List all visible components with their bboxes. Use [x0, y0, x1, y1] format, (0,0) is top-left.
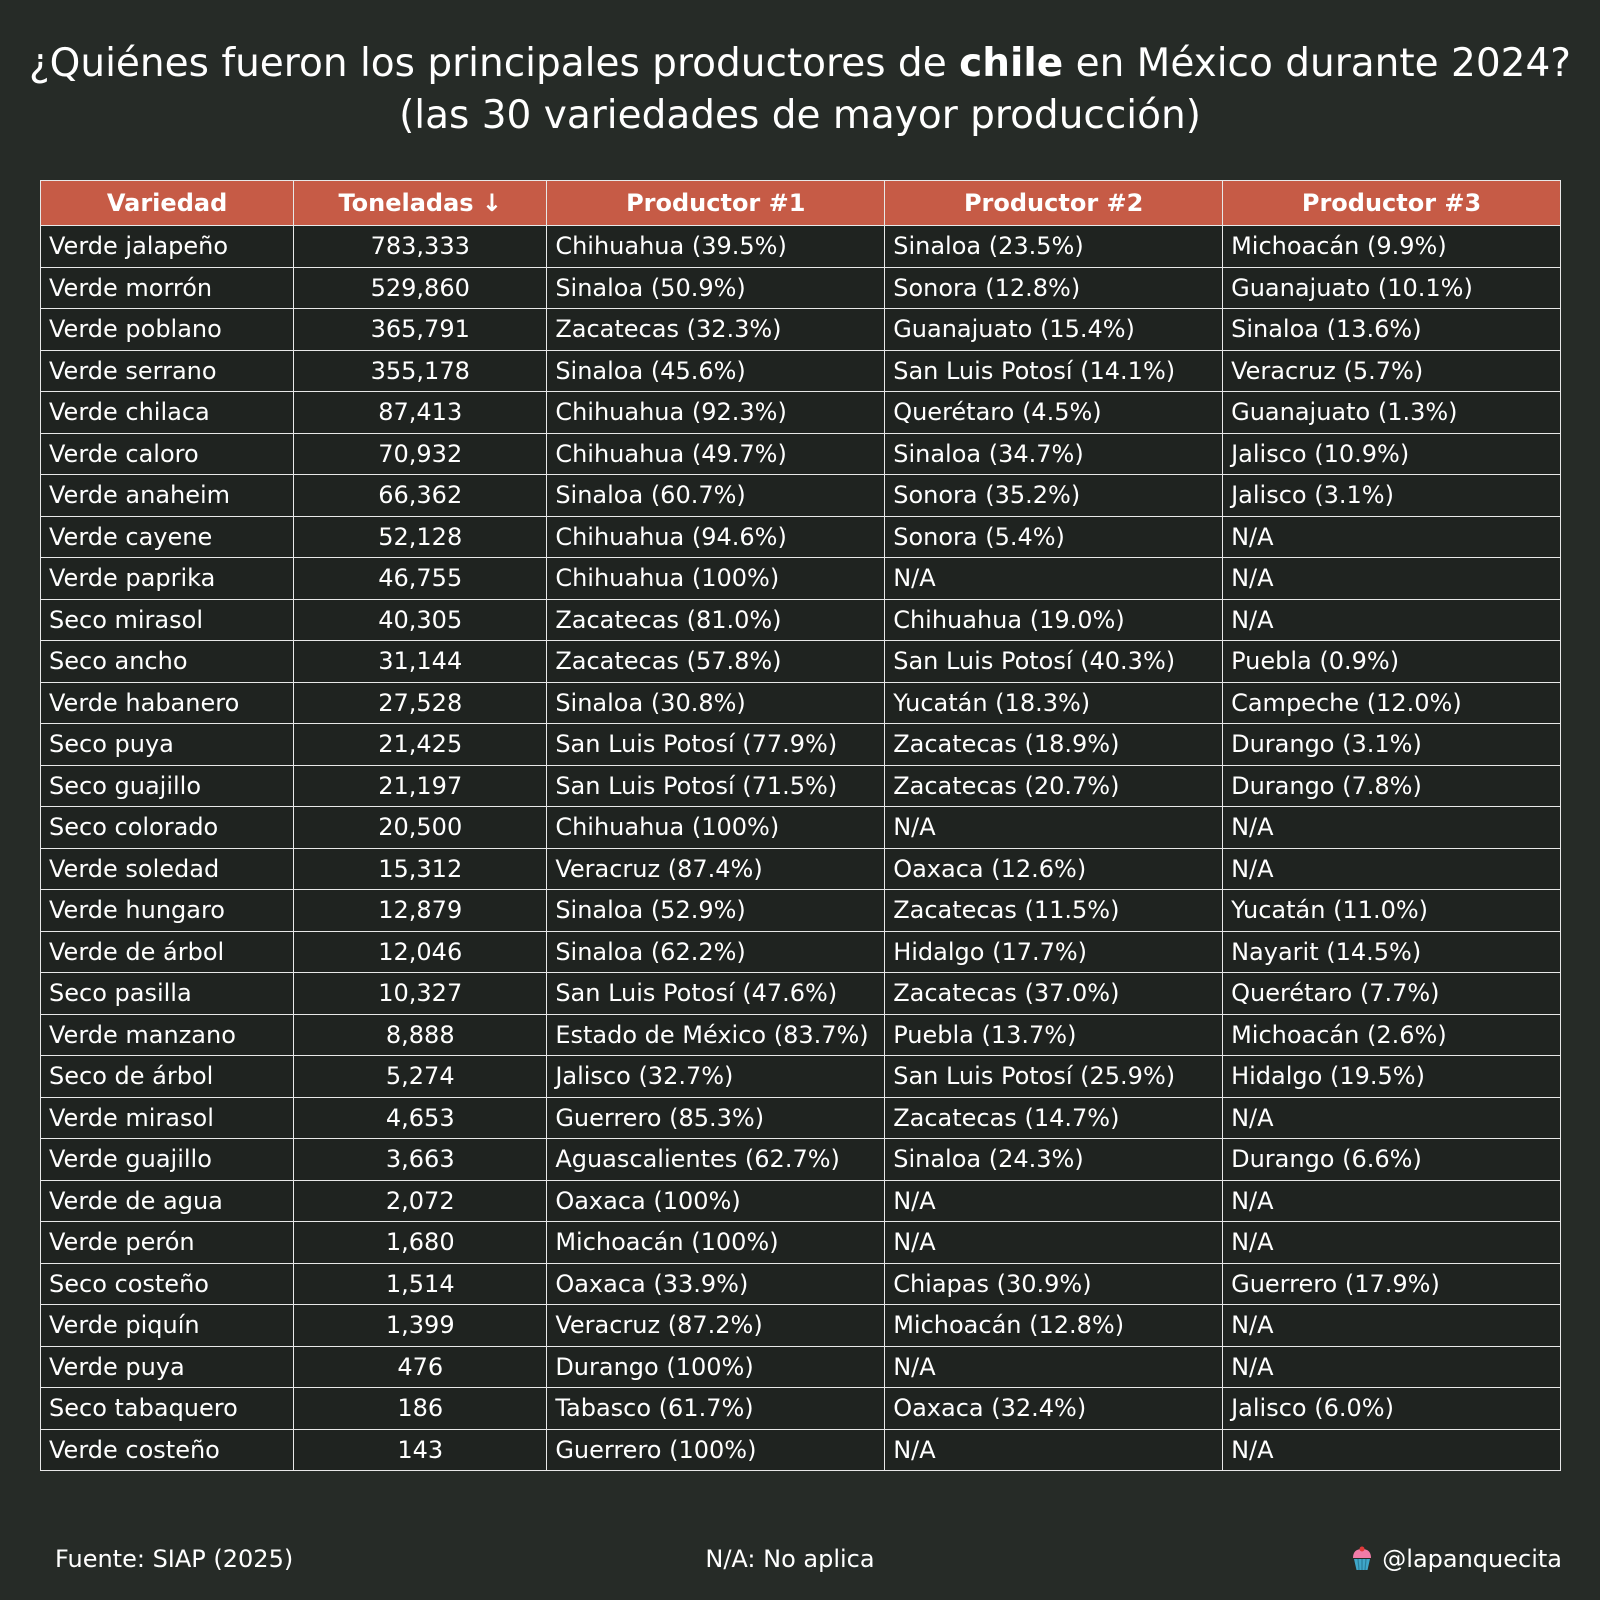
cell-variedad: Seco pasilla	[41, 973, 294, 1015]
cell-productor-1: Tabasco (61.7%)	[547, 1388, 885, 1430]
cell-productor-1: Sinaloa (30.8%)	[547, 682, 885, 724]
header-productor-1[interactable]: Productor #1	[547, 181, 885, 226]
cell-toneladas: 21,197	[294, 765, 547, 807]
cell-productor-2: Sonora (12.8%)	[885, 267, 1223, 309]
table-row	[41, 1014, 1561, 1056]
cell-productor-1: Michoacán (100%)	[547, 1222, 885, 1264]
cell-productor-2: San Luis Potosí (25.9%)	[885, 1056, 1223, 1098]
cell-productor-3: N/A	[1223, 1097, 1561, 1139]
table-row	[41, 1139, 1561, 1181]
table-row	[41, 1097, 1561, 1139]
cell-variedad: Seco mirasol	[41, 599, 294, 641]
cell-toneladas: 66,362	[294, 475, 547, 517]
cell-productor-1: Aguascalientes (62.7%)	[547, 1139, 885, 1181]
cell-variedad: Verde de agua	[41, 1180, 294, 1222]
cell-toneladas: 20,500	[294, 807, 547, 849]
cell-variedad: Seco costeño	[41, 1263, 294, 1305]
cell-productor-3: N/A	[1223, 1180, 1561, 1222]
cell-productor-3: Sinaloa (13.6%)	[1223, 309, 1561, 351]
table-row	[41, 1346, 1561, 1388]
table-row	[41, 433, 1561, 475]
cell-productor-2: N/A	[885, 1346, 1223, 1388]
cell-productor-3: N/A	[1223, 516, 1561, 558]
cell-productor-1: Sinaloa (60.7%)	[547, 475, 885, 517]
cell-productor-2: Puebla (13.7%)	[885, 1014, 1223, 1056]
cell-toneladas: 529,860	[294, 267, 547, 309]
cell-productor-3: N/A	[1223, 599, 1561, 641]
table-row	[41, 392, 1561, 434]
table-row	[41, 1180, 1561, 1222]
cell-productor-1: Chihuahua (49.7%)	[547, 433, 885, 475]
cell-variedad: Verde serrano	[41, 350, 294, 392]
table-row	[41, 724, 1561, 766]
cell-productor-3: N/A	[1223, 807, 1561, 849]
table-row	[41, 848, 1561, 890]
cell-toneladas: 783,333	[294, 226, 547, 268]
cell-productor-1: Jalisco (32.7%)	[547, 1056, 885, 1098]
cell-productor-3: N/A	[1223, 1305, 1561, 1347]
cell-productor-3: Guanajuato (1.3%)	[1223, 392, 1561, 434]
cell-productor-1: Guerrero (100%)	[547, 1429, 885, 1471]
cell-productor-2: Sonora (5.4%)	[885, 516, 1223, 558]
cell-productor-1: Sinaloa (50.9%)	[547, 267, 885, 309]
table-body	[41, 226, 1561, 1471]
cell-variedad: Verde piquín	[41, 1305, 294, 1347]
cell-toneladas: 46,755	[294, 558, 547, 600]
cell-productor-2: San Luis Potosí (14.1%)	[885, 350, 1223, 392]
table-row	[41, 599, 1561, 641]
cell-productor-2: Sonora (35.2%)	[885, 475, 1223, 517]
cell-productor-1: Oaxaca (100%)	[547, 1180, 885, 1222]
cell-productor-3: Querétaro (7.7%)	[1223, 973, 1561, 1015]
cell-productor-2: Chiapas (30.9%)	[885, 1263, 1223, 1305]
cell-productor-2: N/A	[885, 1180, 1223, 1222]
table-header-row	[41, 181, 1561, 226]
cell-toneladas: 12,879	[294, 890, 547, 932]
chart-title	[0, 38, 1600, 142]
cell-productor-1: Chihuahua (94.6%)	[547, 516, 885, 558]
cell-productor-2: N/A	[885, 558, 1223, 600]
table-row	[41, 309, 1561, 351]
cell-productor-1: Zacatecas (32.3%)	[547, 309, 885, 351]
cell-variedad: Verde jalapeño	[41, 226, 294, 268]
cell-productor-3: Jalisco (10.9%)	[1223, 433, 1561, 475]
cell-toneladas: 476	[294, 1346, 547, 1388]
table-row	[41, 890, 1561, 932]
header-variedad[interactable]: Variedad	[41, 181, 294, 226]
cell-productor-3: Jalisco (3.1%)	[1223, 475, 1561, 517]
cell-variedad: Verde perón	[41, 1222, 294, 1264]
cell-variedad: Verde poblano	[41, 309, 294, 351]
cell-toneladas: 40,305	[294, 599, 547, 641]
source-note: Fuente: SIAP (2025)	[55, 1545, 294, 1573]
title-pre: ¿Quiénes fueron los principales productores de	[28, 41, 960, 86]
cell-productor-1: Zacatecas (57.8%)	[547, 641, 885, 683]
cell-productor-3: N/A	[1223, 1429, 1561, 1471]
cell-productor-2: Sinaloa (24.3%)	[885, 1139, 1223, 1181]
table-row	[41, 807, 1561, 849]
title-line-1	[0, 38, 1600, 90]
cell-toneladas: 12,046	[294, 931, 547, 973]
table-row	[41, 267, 1561, 309]
table-row	[41, 1222, 1561, 1264]
cell-productor-1: Estado de México (83.7%)	[547, 1014, 885, 1056]
handle-text: @lapanquecita	[1382, 1545, 1562, 1573]
cell-productor-1: Chihuahua (100%)	[547, 807, 885, 849]
cell-productor-1: San Luis Potosí (77.9%)	[547, 724, 885, 766]
cell-toneladas: 143	[294, 1429, 547, 1471]
cell-productor-3: Guanajuato (10.1%)	[1223, 267, 1561, 309]
cell-productor-3: Durango (7.8%)	[1223, 765, 1561, 807]
cell-variedad: Verde morrón	[41, 267, 294, 309]
cell-productor-2: N/A	[885, 1429, 1223, 1471]
header-toneladas[interactable]: Toneladas ↓	[294, 181, 547, 226]
cell-variedad: Seco ancho	[41, 641, 294, 683]
cell-variedad: Verde habanero	[41, 682, 294, 724]
cell-variedad: Seco tabaquero	[41, 1388, 294, 1430]
cell-variedad: Verde anaheim	[41, 475, 294, 517]
cell-variedad: Verde puya	[41, 1346, 294, 1388]
cell-productor-3: Michoacán (2.6%)	[1223, 1014, 1561, 1056]
cell-toneladas: 355,178	[294, 350, 547, 392]
cell-toneladas: 21,425	[294, 724, 547, 766]
table-row	[41, 226, 1561, 268]
cell-toneladas: 52,128	[294, 516, 547, 558]
cell-variedad: Verde hungaro	[41, 890, 294, 932]
cell-productor-3: Puebla (0.9%)	[1223, 641, 1561, 683]
table-row	[41, 765, 1561, 807]
cell-productor-2: Querétaro (4.5%)	[885, 392, 1223, 434]
cell-toneladas: 1,514	[294, 1263, 547, 1305]
table-row	[41, 973, 1561, 1015]
table-row	[41, 558, 1561, 600]
cell-toneladas: 10,327	[294, 973, 547, 1015]
cell-productor-3: N/A	[1223, 1222, 1561, 1264]
cell-productor-2: Zacatecas (11.5%)	[885, 890, 1223, 932]
header-productor-2[interactable]: Productor #2	[885, 181, 1223, 226]
cell-toneladas: 5,274	[294, 1056, 547, 1098]
cell-productor-2: N/A	[885, 807, 1223, 849]
cell-productor-2: Zacatecas (20.7%)	[885, 765, 1223, 807]
cell-productor-3: N/A	[1223, 848, 1561, 890]
cell-productor-1: Durango (100%)	[547, 1346, 885, 1388]
cell-productor-3: Durango (3.1%)	[1223, 724, 1561, 766]
cell-toneladas: 8,888	[294, 1014, 547, 1056]
table-row	[41, 931, 1561, 973]
cell-productor-3: Jalisco (6.0%)	[1223, 1388, 1561, 1430]
cell-variedad: Verde costeño	[41, 1429, 294, 1471]
cell-variedad: Verde chilaca	[41, 392, 294, 434]
title-line-2: (las 30 variedades de mayor producción)	[399, 93, 1201, 138]
cell-variedad: Seco guajillo	[41, 765, 294, 807]
cell-productor-2: Oaxaca (12.6%)	[885, 848, 1223, 890]
cell-productor-1: Veracruz (87.2%)	[547, 1305, 885, 1347]
cupcake-icon	[1350, 1546, 1374, 1572]
table-row	[41, 1263, 1561, 1305]
cell-variedad: Verde paprika	[41, 558, 294, 600]
cell-productor-2: Hidalgo (17.7%)	[885, 931, 1223, 973]
cell-productor-2: San Luis Potosí (40.3%)	[885, 641, 1223, 683]
cell-productor-3: Durango (6.6%)	[1223, 1139, 1561, 1181]
cell-variedad: Verde soledad	[41, 848, 294, 890]
cell-productor-3: Campeche (12.0%)	[1223, 682, 1561, 724]
cell-variedad: Seco puya	[41, 724, 294, 766]
cell-productor-1: San Luis Potosí (71.5%)	[547, 765, 885, 807]
cell-toneladas: 31,144	[294, 641, 547, 683]
cell-productor-3: Veracruz (5.7%)	[1223, 350, 1561, 392]
cell-variedad: Verde guajillo	[41, 1139, 294, 1181]
cell-productor-1: Zacatecas (81.0%)	[547, 599, 885, 641]
table-row	[41, 641, 1561, 683]
cell-variedad: Verde caloro	[41, 433, 294, 475]
table-row	[41, 682, 1561, 724]
title-post: en México durante 2024?	[1063, 41, 1572, 86]
cell-toneladas: 27,528	[294, 682, 547, 724]
cell-toneladas: 4,653	[294, 1097, 547, 1139]
cell-productor-2: Chihuahua (19.0%)	[885, 599, 1223, 641]
title-bold: chile	[959, 41, 1064, 86]
cell-toneladas: 70,932	[294, 433, 547, 475]
table-row	[41, 1388, 1561, 1430]
cell-toneladas: 1,680	[294, 1222, 547, 1264]
cell-productor-1: Veracruz (87.4%)	[547, 848, 885, 890]
cell-productor-1: Chihuahua (92.3%)	[547, 392, 885, 434]
cell-productor-3: N/A	[1223, 558, 1561, 600]
cell-variedad: Verde de árbol	[41, 931, 294, 973]
cell-productor-2: Sinaloa (34.7%)	[885, 433, 1223, 475]
cell-productor-2: Zacatecas (18.9%)	[885, 724, 1223, 766]
cell-productor-1: Chihuahua (39.5%)	[547, 226, 885, 268]
production-table	[40, 180, 1561, 1471]
cell-toneladas: 365,791	[294, 309, 547, 351]
cell-toneladas: 15,312	[294, 848, 547, 890]
cell-toneladas: 3,663	[294, 1139, 547, 1181]
table-row	[41, 1305, 1561, 1347]
cell-productor-1: Oaxaca (33.9%)	[547, 1263, 885, 1305]
cell-variedad: Verde manzano	[41, 1014, 294, 1056]
cell-productor-2: Guanajuato (15.4%)	[885, 309, 1223, 351]
cell-productor-1: Guerrero (85.3%)	[547, 1097, 885, 1139]
cell-productor-2: Sinaloa (23.5%)	[885, 226, 1223, 268]
cell-productor-3: Michoacán (9.9%)	[1223, 226, 1561, 268]
header-productor-3[interactable]: Productor #3	[1223, 181, 1561, 226]
cell-toneladas: 186	[294, 1388, 547, 1430]
cell-variedad: Seco colorado	[41, 807, 294, 849]
cell-productor-2: Yucatán (18.3%)	[885, 682, 1223, 724]
cell-variedad: Verde mirasol	[41, 1097, 294, 1139]
table-row	[41, 516, 1561, 558]
na-note: N/A: No aplica	[705, 1545, 875, 1573]
cell-productor-1: Chihuahua (100%)	[547, 558, 885, 600]
cell-productor-2: Zacatecas (14.7%)	[885, 1097, 1223, 1139]
cell-productor-1: Sinaloa (62.2%)	[547, 931, 885, 973]
cell-toneladas: 1,399	[294, 1305, 547, 1347]
cell-productor-3: Hidalgo (19.5%)	[1223, 1056, 1561, 1098]
table-row	[41, 1056, 1561, 1098]
cell-productor-3: Nayarit (14.5%)	[1223, 931, 1561, 973]
cell-productor-3: Guerrero (17.9%)	[1223, 1263, 1561, 1305]
author-handle	[1350, 1542, 1562, 1576]
table-row	[41, 350, 1561, 392]
cell-productor-2: Zacatecas (37.0%)	[885, 973, 1223, 1015]
cell-variedad: Seco de árbol	[41, 1056, 294, 1098]
cell-productor-3: N/A	[1223, 1346, 1561, 1388]
cell-productor-2: Oaxaca (32.4%)	[885, 1388, 1223, 1430]
cell-productor-3: Yucatán (11.0%)	[1223, 890, 1561, 932]
cell-productor-2: N/A	[885, 1222, 1223, 1264]
cell-productor-1: San Luis Potosí (47.6%)	[547, 973, 885, 1015]
cell-productor-1: Sinaloa (52.9%)	[547, 890, 885, 932]
cell-productor-1: Sinaloa (45.6%)	[547, 350, 885, 392]
cell-toneladas: 87,413	[294, 392, 547, 434]
cell-productor-2: Michoacán (12.8%)	[885, 1305, 1223, 1347]
table-row	[41, 1429, 1561, 1471]
cell-toneladas: 2,072	[294, 1180, 547, 1222]
cell-variedad: Verde cayene	[41, 516, 294, 558]
table-row	[41, 475, 1561, 517]
